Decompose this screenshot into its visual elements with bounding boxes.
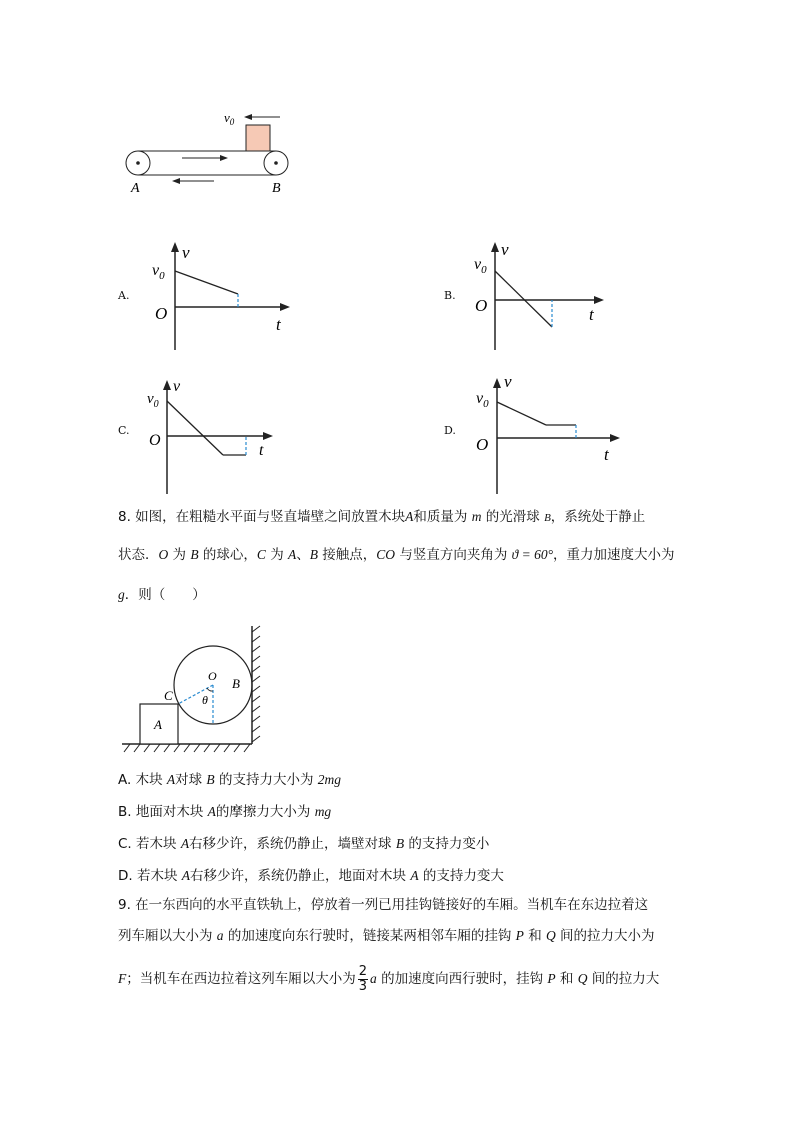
svg-text:v0: $v_0$ (474, 256, 487, 276)
option-b-letter[interactable]: B. (444, 289, 456, 302)
graph-a-line (175, 271, 238, 294)
svg-text:C: C (164, 688, 173, 703)
graph-b (470, 238, 620, 358)
svg-text:t: t (259, 442, 264, 459)
q9-line3: F；当机车在西边拉着这列车厢以大小为 $\frac{2}{3}$ a 的加速度向西行驶时，挂钩 P 和 Q 间的拉力大 (118, 963, 660, 994)
svg-text:O: O (475, 296, 488, 315)
q8-line1: 8. 如图，在粗糙水平面与竖直墙壁之间放置木块A和质量为 m 的光滑球 B，系统处于静止 (118, 509, 646, 525)
svg-text:v0: $v_0$ (147, 391, 159, 410)
svg-text:O: O (476, 435, 489, 454)
svg-text:t: t (276, 315, 281, 334)
svg-text:O: O (155, 304, 168, 323)
q9-line2: 列车厢以大小为 a 的加速度向东行驶时，链接某两相邻车厢的挂钩 P 和 Q 间的拉力大小为 (118, 928, 655, 944)
svg-text:O: O (149, 432, 161, 449)
q8-choice-c[interactable]: C. 若木块 A右移少许，系统仍静止，墙壁对球 B 的支持力变小 (118, 836, 490, 852)
svg-text:B: B (232, 676, 240, 691)
svg-text:t: t (604, 445, 609, 464)
q8-choice-d[interactable]: D. 若木块 A右移少许，系统仍静止，地面对木块 A 的支持力变大 (118, 868, 504, 884)
option-d-letter[interactable]: D. (444, 424, 456, 437)
option-c-letter[interactable]: C. (118, 424, 130, 437)
graph-d-line1 (497, 402, 546, 425)
svg-text:θ: θ (202, 693, 208, 707)
svg-text:v0: $v_0$ (152, 262, 165, 282)
q8-line2: 状态．O 为 B 的球心，C 为 A、B 接触点，CO 与竖直方向夹角为 ϑ = 60°，重力加速度大小为 (118, 547, 675, 563)
q8-figure (118, 624, 268, 754)
svg-text:v: v (182, 243, 190, 262)
v0-label: $v_0$ (224, 110, 235, 127)
label-b: B (272, 181, 281, 196)
graph-d (470, 370, 630, 496)
q8-choice-a[interactable]: A. 木块 A对球 B 的支持力大小为 2mg (118, 772, 342, 788)
svg-text:t: t (589, 305, 594, 324)
conveyor-figure (120, 105, 300, 200)
svg-text:v: v (501, 240, 509, 259)
q9-line1: 9. 在一东西向的水平直铁轨上，停放着一列已用挂钩链接好的车厢。当机车在东边拉着这 (118, 897, 649, 913)
option-a-letter[interactable]: A. (118, 289, 130, 302)
q8-choice-b[interactable]: B. 地面对木块 A的摩擦力大小为 mg (118, 804, 332, 820)
graph-c-line1 (167, 401, 223, 455)
svg-text:v: v (504, 372, 512, 391)
graph-b-line (495, 271, 552, 327)
fraction-two-thirds: $\frac{2}{3}$ (358, 963, 368, 994)
svg-text:v0: $v_0$ (476, 390, 489, 410)
svg-text:O: O (208, 669, 217, 683)
graph-c (145, 374, 295, 496)
svg-text:v: v (173, 378, 181, 395)
svg-text:A: A (154, 717, 162, 732)
block (246, 125, 270, 151)
label-a: A (131, 181, 140, 196)
graph-a (150, 238, 300, 358)
q8-line3: g．则（ ） (118, 587, 206, 603)
